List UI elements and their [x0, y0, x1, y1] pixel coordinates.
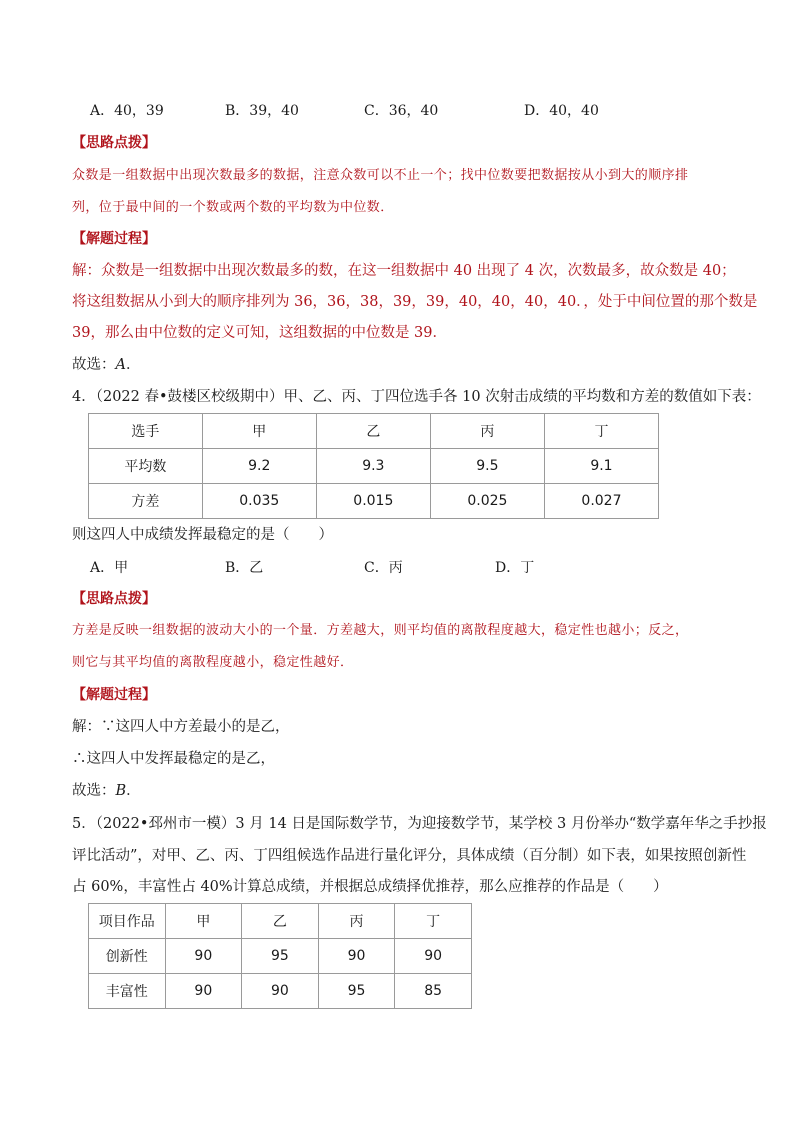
q3-tip-line-2: 列，位于最中间的一个数或两个数的平均数为中位数． [72, 200, 394, 215]
table-cell: 创新性 [89, 939, 166, 974]
table-cell: 选手 [89, 414, 203, 449]
q3-option-c: C．36，40 [364, 103, 439, 119]
table-cell: 项目作品 [89, 904, 166, 939]
q4-option-d: D．丁 [495, 560, 535, 576]
table-cell: 9.5 [430, 449, 544, 484]
table-cell: 9.3 [316, 449, 430, 484]
table-row [89, 939, 472, 974]
q4-solution-heading: 【解题过程】 [72, 687, 156, 703]
q3-tip-line-1: 众数是一组数据中出现次数最多的数据，注意众数可以不止一个；找中位数要把数据按从小到大的顺序排 [72, 168, 689, 183]
q3-solution-line-1: 解：众数是一组数据中出现次数最多的数，在这一组数据中 40 出现了 4 次，次数最多，故众数是 40； [72, 263, 736, 279]
table-cell: 平均数 [89, 449, 203, 484]
table-cell: 90 [395, 939, 472, 974]
table-cell: 90 [165, 939, 242, 974]
q3-answer [72, 354, 140, 376]
answer-prefix: 故选： [72, 357, 116, 373]
q4-question: 4．（2022 春•鼓楼区校级期中）甲、乙、丙、丁四位选手各 10 次射击成绩的平均数和方差的数值如下表： [72, 389, 761, 405]
q4-solution-line-1: 解：∵这四人中方差最小的是乙， [72, 719, 290, 735]
q3-options [90, 100, 690, 122]
q5-question-line-2: 评比活动”，对甲、乙、丙、丁四组候选作品进行量化评分，具体成绩（百分制）如下表，如果按照创新性 [72, 848, 747, 864]
table-row [89, 484, 659, 519]
table-cell: 9.1 [544, 449, 658, 484]
table-cell: 丙 [430, 414, 544, 449]
q4-answer [72, 780, 141, 802]
table-cell: 85 [395, 974, 472, 1009]
table-cell: 方差 [89, 484, 203, 519]
q4-question-tail: 则这四人中成绩发挥最稳定的是（ ） [72, 527, 333, 543]
table-cell: 乙 [242, 904, 319, 939]
table-cell: 丙 [318, 904, 395, 939]
q4-tip-heading: 【思路点拨】 [72, 591, 156, 607]
table-cell: 甲 [202, 414, 316, 449]
q4-tip-line-2: 则它与其平均值的离散程度越小，稳定性越好． [72, 655, 354, 670]
q5-table [88, 903, 472, 1009]
table-cell: 90 [242, 974, 319, 1009]
q5-question-line-1: 5．（2022•邳州市一模）3 月 14 日是国际数学节，为迎接数学节，某学校 3 月份举办“数学嘉年华之手抄报 [72, 816, 767, 832]
table-row [89, 904, 472, 939]
table-cell: 乙 [316, 414, 430, 449]
q4-table [88, 413, 659, 519]
table-cell: 0.025 [430, 484, 544, 519]
table-row [89, 414, 659, 449]
q3-solution-line-3: 39，那么由中位数的定义可知，这组数据的中位数是 39． [72, 325, 448, 341]
q4-option-c: C．丙 [364, 560, 403, 576]
q3-option-b: B．39，40 [225, 103, 299, 119]
table-cell: 丰富性 [89, 974, 166, 1009]
q3-solution-heading: 【解题过程】 [72, 231, 156, 247]
answer-letter: A [115, 357, 126, 373]
table-cell: 丁 [395, 904, 472, 939]
answer-letter: B [115, 783, 127, 799]
table-cell: 0.015 [316, 484, 430, 519]
table-cell: 95 [242, 939, 319, 974]
q3-option-d: D．40，40 [524, 103, 599, 119]
table-row [89, 974, 472, 1009]
table-cell: 90 [165, 974, 242, 1009]
q4-tip-line-1: 方差是反映一组数据的波动大小的一个量．方差越大，则平均值的离散程度越大，稳定性也越小；反之， [72, 623, 689, 638]
q5-question-line-3: 占 60%，丰富性占 40%计算总成绩，并根据总成绩择优推荐，那么应推荐的作品是（ ） [72, 879, 668, 895]
q3-tip-heading: 【思路点拨】 [72, 135, 156, 151]
q4-solution-line-2: ∴这四人中发挥最稳定的是乙， [72, 751, 275, 767]
q3-option-a: A．40，39 [90, 103, 164, 119]
table-cell: 丁 [544, 414, 658, 449]
table-cell: 95 [318, 974, 395, 1009]
q4-option-b: B．乙 [225, 560, 264, 576]
answer-prefix: 故选： [72, 783, 116, 799]
table-cell: 90 [318, 939, 395, 974]
table-cell: 甲 [165, 904, 242, 939]
table-row [89, 449, 659, 484]
table-cell: 0.027 [544, 484, 658, 519]
q4-option-a: A．甲 [90, 560, 129, 576]
table-cell: 0.035 [202, 484, 316, 519]
q4-options [90, 557, 690, 579]
answer-suffix: ． [126, 783, 141, 799]
table-cell: 9.2 [202, 449, 316, 484]
answer-suffix: ． [125, 357, 141, 373]
q3-solution-line-2: 将这组数据从小到大的顺序排列为 36，36，38，39，39，40，40，40，40．，处于中间位置的那个数是 [72, 294, 758, 310]
